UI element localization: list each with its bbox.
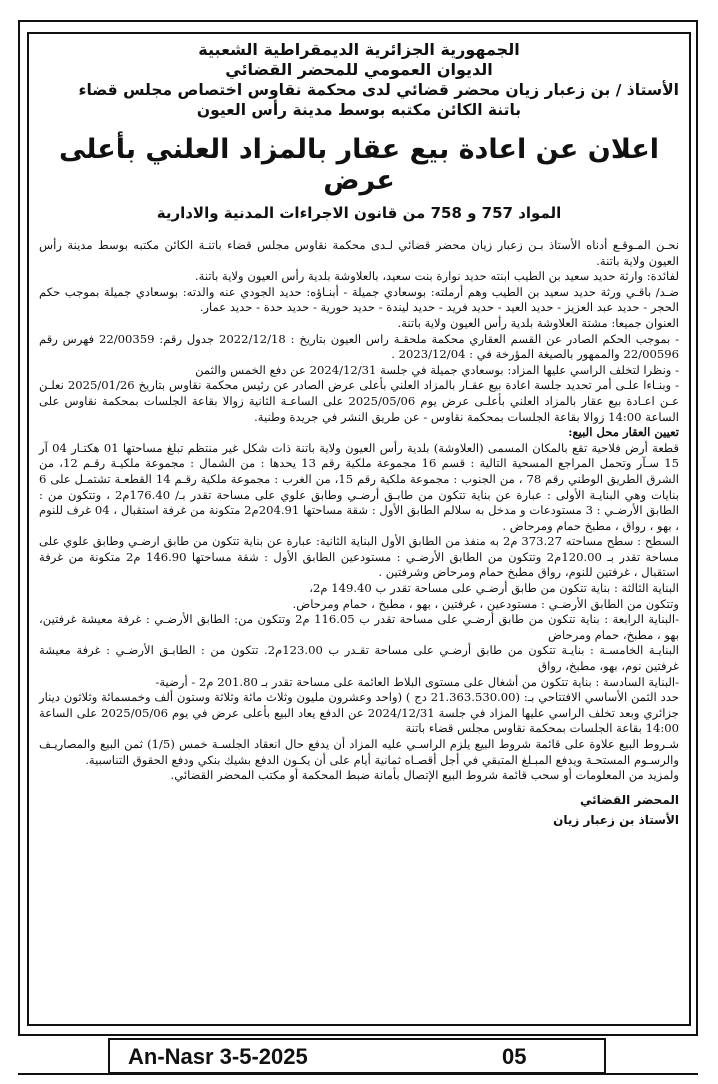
signature-block: [39, 790, 679, 830]
paragraph-land: قطعة أرض فلاحية تقع بالمكان المسمى (العلاوشة) بلدية رأس العيون ولاية باتنة ذات شكل غير منتظم تبلغ مساحتها 01 هكتـار 04 آر 15 سـآر وتحمل المراجع المسحية التالية : قسم 16 مجموعة ملكية رقم 13 يحدها : من الشمال : مجموعة ملكيـة رقـم 12، من الشرق الطريق الوطني رقم 78 ، من الجنوب : مجموعة ملكية رقم 15، من الغرب : مجموعة ملكية رقـم 14 القطعـة تشتمـل على 6 بنايات وهي البنايـة الأولى : عبارة عن بناية تتكون من طابـق أرضـي وطابق علوي على مساحة تقدر بـ/ 176.40م2 ، وتتكون من : الطابق الأرضـي : 3 مستودعات و مدخل به سلالم الطابق الأول : شقة مساحتها 204.91م2 متكونة من غرفة استقبال ، 04 غرف للنوم ، بهو ، رواق ، مطبخ حمام ومرحاض .: [39, 440, 680, 533]
paragraph-address: العنوان جميعا: مشتة العلاوشة بلدية رأس العيون ولاية باتنة.: [397, 315, 679, 330]
footer-rule: [18, 1073, 698, 1075]
paragraph-order: - وبنـاءا علـى أمر تحديد جلسة اعادة بيع عقـار بالمزاد العلني بأعلى عرض الصادر عن رئيس محكمة نقاوس بتاريخ 2025/01/26 نعلـن عـن اعـادة بيع عقار بالمزاد العلني بأعلـى عرض يوم 2025/05/06 على الساعـة الثانية زوالا بقاعة الجلسات بمحكمة نقاوس على الساعة 14:00 زوالا بقاعة الجلسات بمحكمة نقاوس - عن طريق النشر في جريدة وطنية.: [39, 378, 679, 424]
paragraph-default: - ونظرا لتخلف الراسي عليها المزاد: بوسعادي جميلة في جلسة 2024/12/31 عن دفع الخمس والثمن: [195, 362, 679, 377]
signature-name: الأستاذ بن زعبار زيان: [553, 812, 679, 827]
paragraph-price: حدد الثمن الأساسي الافتتاحي بـ: (21.363.530.00 دج ) (واحد وعشرون مليون وثلاث مائة وثلاثة وستون ألف وخمسمائة وثلاثون دينار جزائري وبعد تخلف الراسي عليها المزاد في جلسة 2024/12/31 عن الدفع يعاد البيع بأعلى عرض في يوم 2025/05/06 على الساعة 14:00 بقاعة الجلسات بمحكمة نقاوس مجلس قضاء باتنة: [39, 690, 679, 736]
header-address: باتنة الكائن مكتبه بوسط مدينة رأس العيون: [196, 101, 522, 119]
publication-date: An-Nasr 3-5-2025: [128, 1044, 308, 1069]
paragraph-roof: السطح : سطح مساحته 373.27 م2 به منفذ من الطابق الأول البناية الثانية: عبارة عن بناية تتكون من طابق ارضـي وطابق علوي على مساحة تقدر بـ 120.00م2 وتتكون من الطابق الأرضـي : مستودعين الطابق الأول : شقة مساحتها 146.90 م2 متكونة من غرفة استقبال ، غرفتين للنوم، رواق مطبخ حمام ومرحاض وشرفتين .: [39, 534, 679, 580]
announcement-box: [27, 32, 691, 1026]
signature-role: المحضر القضائي: [579, 792, 679, 807]
paragraph-building-3: البناية الثالثة : بناية تتكون من طابق أرضـي على مساحة تقدر ب 149.40 م2،: [309, 581, 679, 596]
announcement-title: اعلان عن اعادة بيع عقار بالمزاد العلني بأعلى عرض: [58, 134, 660, 196]
newspaper-footer: [108, 1038, 606, 1074]
paragraph-judgment: - بموجب الحكم الصادر عن القسم العقاري محكمة ملحقـة راس العيون بتاريخ : 2022/12/18 جدول رقم: 22/00359 فهرس رقم 22/00596 والممهور بالصيغة المؤرخة في : 2023/12/04 .: [39, 331, 679, 362]
paragraph-building-4: -البناية الرابعة : بناية تتكون من طابق أرضـي على مساحة تقدر ب 116.05 م2 وتتكون من: الطابق الأرضـي : غرفة معيشة غرفتين، بهو ، مطبخ، حمام ومرحاض: [39, 612, 679, 642]
paragraph-info: ولمزيد من المعلومات أو سحب قائمة شروط البيع الإتصال بأمانة ضبط المحكمة أو مكتب المحضر القضائي.: [170, 768, 679, 783]
paragraph-building-3-rooms: وتتكون من الطابق الأرضـي : مستودعين ، غرفتين ، بهو ، مطبخ ، حمام ومرحاض.: [292, 596, 679, 611]
paragraph-building-6: -البناية السادسة : بناية تتكون من أشغال على مستوى البلاط العائمة على مساحة تقدر بـ 201.80 م2 - أرضية-: [155, 674, 679, 689]
announcement-body: [39, 238, 679, 784]
paragraph-conditions: شـروط البيع علاوة على قائمة شروط البيع يلزم الراسـي عليه المزاد أن يدفع حال انعقاد الجلسـة خمس (1/5) ثمن البيع والمصاريـف والرسـوم المستحـة ويدفع المبـلغ المتبقي في أجل أقصـاه ثمانية أيام على أن يكـون الدفع بشيك بنكي ودفع الحقوق التناسبية.: [39, 737, 679, 767]
header-republic: الجمهورية الجزائرية الديمقراطية الشعبية: [198, 40, 520, 59]
paragraph-intro: نحـن المـوقـع أدناه الأستاذ بـن زعبار زيان محضر قضائي لـدى محكمة نقاوس مجلس قضاء باتنـة الكائن مكتبه بوسط مدينة رأس العيون ولاية باتنة.: [39, 238, 679, 268]
paragraph-property-heading: تعيين العقار محل البيع:: [568, 425, 679, 440]
paragraph-against: ضـد/ باقـي ورثة حديد سعيد بن الطيب وهم أرملته: بوسعادي جميلة - أبنـاؤه: حديد الجودي عنه والدته: بوسعادي جميلة بموجب حكم الحجر - حديد عبد العزيز - حديد العيد - حديد فريد - حديد ليندة - حديد حورية - حديد حدة - حديد عمار.: [39, 284, 679, 315]
page-number: 05: [502, 1044, 527, 1069]
paragraph-beneficiary: لفائدة: وارثة حديد سعيد بن الطيب ابنته حديد نوارة بنت سعيد، بالعلاوشة بلدية رأس العيون ولاية باتنة.: [194, 269, 679, 284]
paragraph-building-5: البنايـة الخامسـة : بنايـة تتكون من طابق أرضـي على مساحة تقـدر ب 123.00م2. تتكون من : الطابـق الأرضـي : غرفة معيشة غرفتين نوم، بهو، مطبخ، رواق: [39, 643, 679, 674]
announcement-subtitle: المواد 757 و 758 من قانون الاجراءات المدنية والادارية: [156, 204, 562, 222]
header-office: الديوان العمومي للمحضر القضائي: [225, 60, 493, 79]
header-bailiff: الأستاذ / بن زعبار زيان محضر قضائي لدى محكمة نقاوس اختصاص مجلس قضاء: [78, 81, 679, 99]
header-block: [39, 40, 679, 120]
